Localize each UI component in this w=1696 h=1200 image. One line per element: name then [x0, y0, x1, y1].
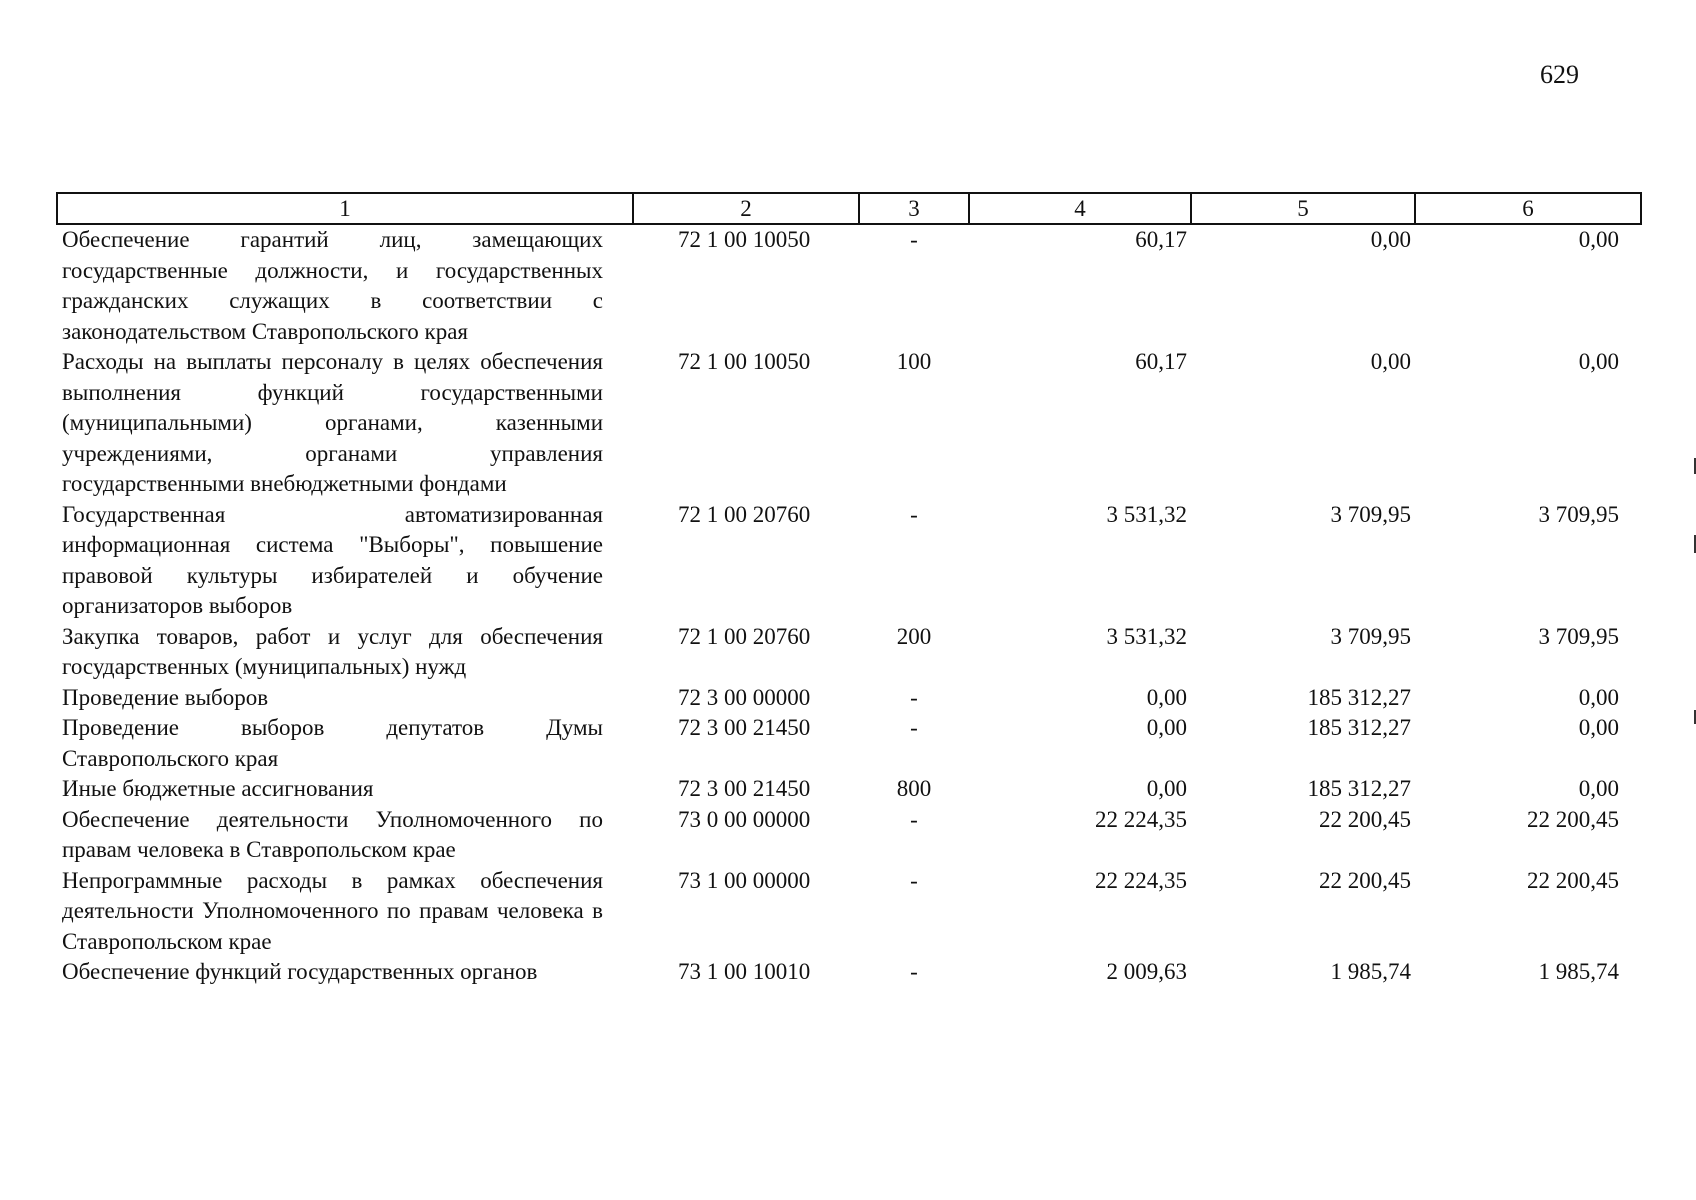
row-code: 72 3 00 21450	[678, 776, 811, 801]
header-col-3: 3	[859, 193, 969, 224]
row-expense-type: -	[910, 867, 918, 893]
header-col-4: 4	[969, 193, 1191, 224]
budget-table	[56, 192, 1642, 988]
row-value-col4: 3 531,32	[1106, 623, 1187, 649]
table-row	[57, 683, 1641, 714]
row-code: 72 1 00 20760	[678, 501, 811, 527]
row-description: Непрограммные расходы в рамках обеспечения деятельности Уполномоченного по правам человека в Ставропольском крае	[62, 867, 603, 954]
row-value-col4: 3 531,32	[1106, 501, 1187, 527]
header-col-6: 6	[1415, 193, 1641, 224]
row-value-col6: 3 709,95	[1538, 623, 1619, 649]
row-description: Проведение выборов	[62, 684, 269, 710]
row-expense-type: -	[910, 501, 918, 527]
row-code: 72 1 00 10050	[678, 349, 811, 374]
row-value-col5: 185 312,27	[1307, 776, 1411, 801]
row-expense-type: 800	[896, 776, 932, 801]
row-value-col4: 2 009,63	[1106, 959, 1187, 984]
row-code: 73 1 00 00000	[678, 867, 811, 893]
row-description: Обеспечение гарантий лиц, замещающих государственные должности, и государственных гражданских служащих в соответствии с законодательством Ставропольского края	[62, 227, 603, 344]
row-description: Закупка товаров, работ и услуг для обеспечения государственных (муниципальных) нужд	[62, 623, 603, 679]
table-row	[57, 347, 1641, 500]
row-value-col6: 0,00	[1578, 684, 1619, 710]
row-code: 72 3 00 00000	[678, 684, 811, 710]
row-description: Иные бюджетные ассигнования	[62, 776, 374, 801]
row-description: Обеспечение функций государственных органов	[62, 959, 538, 984]
row-value-col5: 0,00	[1370, 227, 1411, 252]
row-value-col4: 22 224,35	[1095, 867, 1187, 893]
row-value-col5: 185 312,27	[1307, 715, 1411, 740]
table-row	[57, 224, 1641, 347]
table-row	[57, 713, 1641, 774]
row-description: Государственная автоматизированная информационная система "Выборы", повышение правовой культуры избирателей и обучение организаторов выборов	[62, 501, 603, 618]
row-value-col5: 3 709,95	[1330, 623, 1411, 649]
table-row	[57, 957, 1641, 988]
row-description: Проведение выборов депутатов Думы Ставропольского края	[62, 715, 603, 771]
row-expense-type: 100	[896, 349, 932, 374]
header-col-2: 2	[633, 193, 859, 224]
header-row	[57, 193, 1641, 224]
row-value-col4: 0,00	[1146, 715, 1187, 740]
row-value-col6: 1 985,74	[1538, 959, 1619, 984]
row-expense-type: -	[910, 684, 918, 710]
row-expense-type: -	[910, 959, 918, 984]
row-value-col4: 0,00	[1146, 684, 1187, 710]
row-expense-type: 200	[896, 623, 932, 649]
row-value-col4: 60,17	[1135, 349, 1187, 374]
row-expense-type: -	[910, 227, 918, 252]
row-value-col5: 0,00	[1370, 349, 1411, 374]
table-row	[57, 805, 1641, 866]
row-code: 73 0 00 00000	[678, 806, 811, 832]
row-value-col4: 0,00	[1146, 776, 1187, 801]
header-col-5: 5	[1191, 193, 1415, 224]
row-code: 73 1 00 10010	[678, 959, 811, 984]
page-number: 629	[1540, 60, 1579, 89]
row-value-col5: 22 200,45	[1319, 806, 1411, 832]
row-value-col6: 3 709,95	[1538, 501, 1619, 527]
row-value-col6: 22 200,45	[1527, 806, 1619, 832]
row-value-col4: 60,17	[1135, 227, 1187, 252]
row-expense-type: -	[910, 806, 918, 832]
row-code: 72 1 00 10050	[678, 227, 811, 252]
table-row	[57, 622, 1641, 683]
row-value-col6: 22 200,45	[1527, 867, 1619, 893]
header-col-1: 1	[57, 193, 633, 224]
row-value-col5: 3 709,95	[1330, 501, 1411, 527]
row-description: Обеспечение деятельности Уполномоченного по правам человека в Ставропольском крае	[62, 806, 603, 862]
row-expense-type: -	[910, 715, 918, 740]
table-row	[57, 500, 1641, 622]
row-value-col6: 0,00	[1578, 349, 1619, 374]
row-value-col5: 185 312,27	[1307, 684, 1411, 710]
row-code: 72 1 00 20760	[678, 623, 811, 649]
row-value-col6: 0,00	[1578, 715, 1619, 740]
row-value-col6: 0,00	[1578, 776, 1619, 801]
row-description: Расходы на выплаты персоналу в целях обеспечения выполнения функций государственными (муниципальными) органами, казенными учреждениями, органами управления государственными внебюджетными фондами	[62, 349, 603, 496]
row-value-col6: 0,00	[1578, 227, 1619, 252]
table-row	[57, 866, 1641, 958]
row-value-col5: 22 200,45	[1319, 867, 1411, 893]
row-value-col4: 22 224,35	[1095, 806, 1187, 832]
table-row	[57, 774, 1641, 805]
row-value-col5: 1 985,74	[1330, 959, 1411, 984]
row-code: 72 3 00 21450	[678, 715, 811, 740]
